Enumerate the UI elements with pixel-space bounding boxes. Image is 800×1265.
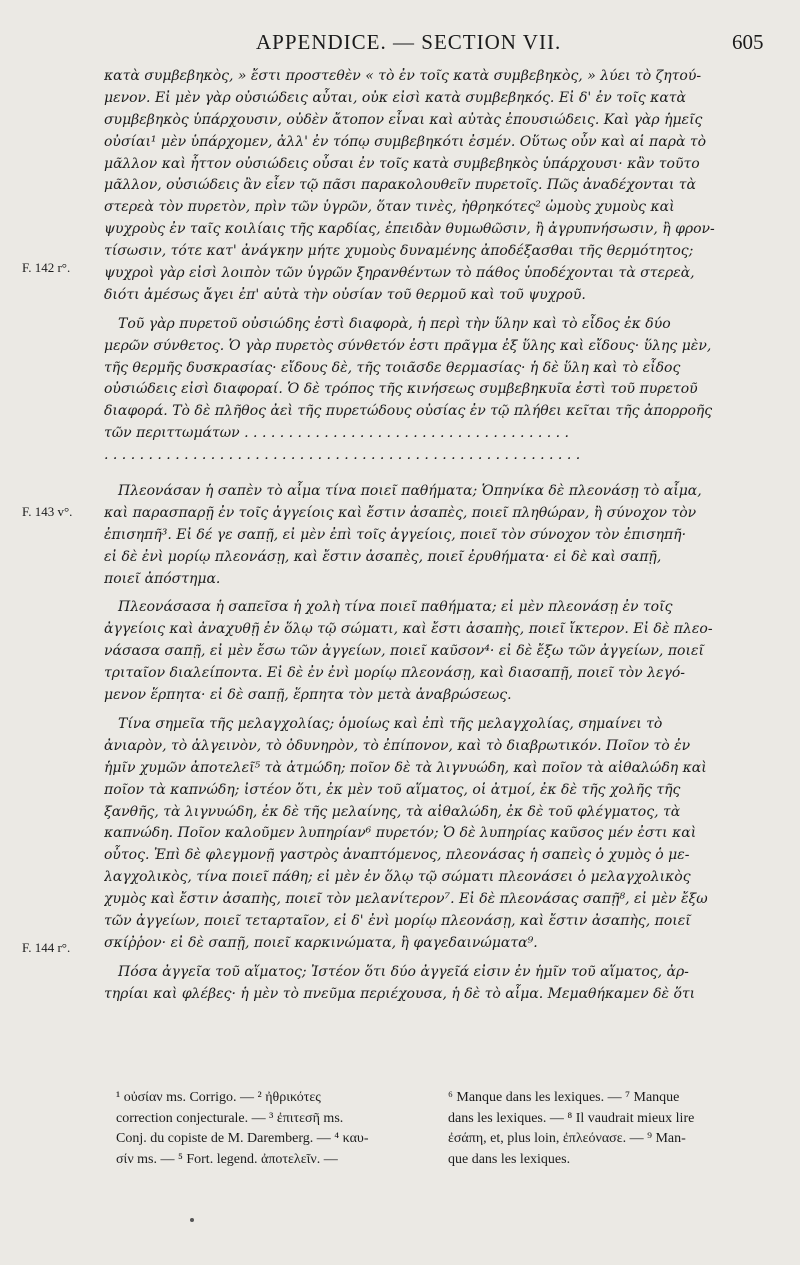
text-line: ἀγγείοις καὶ ἀναχυθῇ ἐν ὅλῳ τῷ σώματι, καὶ ἔστι ἀσαπὴς, ποιεῖ ἴκτερον. Εἰ δὲ πλεο- [104,621,713,638]
footnote-line: ⁶ Manque dans les lexiques. — ⁷ Manque [448,1090,680,1105]
text-line: ποιεῖ ἀπόστημα. [104,570,221,587]
text-line: εἰ δὲ ἐνὶ μορίῳ πλεονάσῃ, καὶ ἔστιν ἀσαπὲς, ποιεῖ ἐρυθήματα· εἰ δὲ καὶ σαπῇ, [104,548,662,565]
text-line: ψυχροὺς ἐν ταῖς κοιλίαις τῆς καρδίας, ἐπειδὰν θυμωθῶσιν, ἢ ἀγρυπνήσωσιν, ἢ φρον- [104,221,715,238]
text-line: χυμὸς καὶ ἔστιν ἀσαπὴς, ποιεῖ τὸν μελανίτερον⁷. Εἰ δὲ πλεονάσας σαπῇ⁸, εἰ μὲν ἔξω [104,891,708,908]
text-line: μενον ἕρπητα· εἰ δὲ σαπῇ, ἕρπητα τὸν μετὰ ἀναβρώσεως. [104,687,512,704]
text-line: οὐσιώδεις εἰσὶ διαφοραί. Ὁ δὲ τρόπος τῆς κινήσεως συμβεβηκυῖα ἐστὶ τοῦ πυρετοῦ [104,381,698,398]
footnote-line: dans les lexiques. — ⁸ Il vaudrait mieux lire [448,1110,695,1126]
text-line: Πλεονάσασα ἡ σαπεῖσα ἡ χολὴ τίνα ποιεῖ παθήματα; εἰ μὲν πλεονάσῃ ἐν τοῖς [118,599,673,616]
paragraph-6 [104,962,766,1006]
footnote-line: que dans les lexiques. [448,1151,571,1167]
text-line: σκίῤῥον· εἰ δὲ σαπῇ, ποιεῖ καρκινώματα, ἢ φαγεδαινώματα⁹. [104,934,538,951]
text-line: ξανθῆς, τὰ λιγνυώδη, ἐκ δὲ τῆς μελαίνης, τὰ αἰθαλώδη, ἐκ δὲ τοῦ φλέγματος, τὰ [104,803,681,820]
text-line: καὶ παρασπαρῇ ἐν τοῖς ἀγγείοις καὶ ἔστιν ἀσαπὲς, ποιεῖ πληθώραν, ἢ σύνοχον τὸν [104,504,697,521]
text-line: στερεὰ τὸν πυρετὸν, πρὶν τῶν ὑγρῶν, ὅταν τινὲς, ἠθρηκότες² ὠμοὺς χυμοὺς καὶ [104,199,675,216]
paragraph-1 [104,66,766,307]
body-text [104,66,766,1006]
text-line: ψυχροὶ γὰρ εἰσὶ λοιπὸν τῶν ὑγρῶν ξηρανθέντων τὸ πάθος ὑποδέχονται τὰ στερεὰ, [104,265,695,282]
text-line: τίσωσιν, τότε κατ' ἀνάγκην μήτε χυμοὺς δυναμένης ἀποδέξασθαι τῆς θερμότητος; [104,243,694,260]
footnote-line: Conj. du copiste de M. Daremberg. — ⁴ καυ- [116,1131,369,1146]
footnotes-right-column [448,1088,766,1170]
page-header [0,30,800,60]
footnote-line: ἐσάπη, et, plus loin, ἐπλεόνασε. — ⁹ Man- [448,1131,686,1146]
text-line: ποῖον τὰ καπνώδη; ἰστέον ὅτι, ἐκ μὲν τοῦ αἵματος, οἱ ἀτμοί, ἐκ δὲ τῆς χολῆς τῆς [104,781,681,798]
folio-note-144: F. 144 r°. [22,940,71,955]
text-line: λαγχολικὸς, τίνα ποιεῖ πάθη; εἰ μὲν ἐν ὅλῳ τῷ σώματι πλεονάσει ὁ μελαγχολικὸς [104,869,691,886]
text-line: Τίνα σημεῖα τῆς μελαγχολίας; ὁμοίως καὶ ἐπὶ τῆς μελαγχολίας, σημαίνει τὸ [118,715,663,732]
text-line: ἡμῖν χυμῶν ἀποτελεῖ⁵ τὰ ἀτμώδη; ποῖον δὲ τὰ λιγνυώδη, καὶ ποῖον τὰ αἰθαλώδη καὶ [104,759,707,776]
page-speck [190,1218,194,1222]
footnote-line: correction conjecturale. — ³ ἐπιτεσῆ ms. [116,1110,344,1126]
text-line: καπνώδη. Ποῖον καλοῦμεν λυπηρίαν⁶ πυρετόν; Ὁ δὲ λυπηρίας καῦσος μέν ἐστι καὶ [104,825,697,842]
text-line: μερῶν σύνθετος. Ὁ γὰρ πυρετὸς σύνθετόν ἐστι πρᾶγμα ἐξ ὕλης καὶ εἴδους· ὕλης μὲν, [104,337,712,354]
running-head: APPENDICE. — SECTION VII. [256,30,562,54]
text-line: τῶν περιττωμάτων . . . . . . . . . . . . . . . . . . . . . . . . . . . . . . . . . . . . . [104,425,570,442]
paragraph-4 [104,597,766,706]
text-line: οὐσίαι¹ μὲν ὑπάρχομεν, ἀλλ' ἐν τόπῳ συμβεβηκότι ἐσμέν. Οὕτως οὖν καὶ αἱ παρὰ τὸ [104,133,707,150]
text-line: τριταῖον διαλείποντα. Εἰ δὲ ἐν ἐνὶ μορίῳ πλεονάσῃ, καὶ διασαπῇ, ποιεῖ τὸν λεγό- [104,665,686,682]
footnotes-left-column [116,1088,434,1170]
text-line: κατὰ συμβεβηκὸς, » ἔστι προστεθὲν « τὸ ἐν τοῖς κατὰ συμβεβηκὸς, » λύει τὸ ζητού- [104,68,702,84]
text-line: μενον. Εἰ μὲν γὰρ οὐσιώδεις αὗται, οὐκ εἰσὶ κατὰ συμβεβηκός. Εἰ δ' ἐν τοῖς κατὰ [104,89,686,106]
text-line: μᾶλλον καὶ ἧττον οὐσιώδεις οὖσαι ἐν τοῖς κατὰ συμβεβηκὸς ὑπάρχουσι· κἂν τοῦτο [104,155,700,172]
footnotes [116,1088,766,1170]
footnote-line: ¹ οὐσίαν ms. Corrigo. — ² ἠθρικότες [116,1090,321,1105]
text-line: διαφορά. Τὸ δὲ πλῆθος ἀεὶ τῆς πυρετώδους οὐσίας ἐν τῷ πλήθει κεῖται τῆς ἀπορροῆς [104,403,713,420]
text-line: ἀνιαρὸν, τὸ ἀλγεινὸν, τὸ ὀδυνηρὸν, τὸ ἐπίπονον, καὶ τὸ διαβρωτικόν. Ποῖον τὸ ἐν [104,737,691,754]
text-line: ἐπισηπῆ³. Εἰ δέ γε σαπῇ, εἰ μὲν ἐπὶ τοῖς ἀγγείοις, ποιεῖ τὸν σύνοχον τὸν ἐπισηπῆ· [104,526,687,543]
folio-note-142: F. 142 r°. [22,260,71,275]
text-line: Πλεονάσαν ἡ σαπὲν τὸ αἷμα τίνα ποιεῖ παθήματα; Ὁπηνίκα δὲ πλεονάσῃ τὸ αἷμα, [118,483,702,500]
text-line: Πόσα ἀγγεῖα τοῦ αἵματος; Ἰστέον ὅτι δύο ἀγγεῖά εἰσιν ἐν ἡμῖν τοῦ αἵματος, ἀρ- [118,963,689,980]
folio-note-143: F. 143 v°. [22,504,73,519]
page-number: 605 [732,30,764,54]
text-line: . . . . . . . . . . . . . . . . . . . . . . . . . . . . . . . . . . . . . . . . . . . . . . . . . . . . . . [104,447,581,464]
text-line: οὗτος. Ἐπὶ δὲ φλεγμονῇ γαστρὸς ἀναπτόμενος, πλεονάσας ἡ σαπεὶς ὁ χυμὸς ὁ με- [104,847,690,864]
paragraph-5 [104,714,766,955]
text-line: τηρίαι καὶ φλέβες· ἡ μὲν τὸ πνεῦμα περιέχουσα, ἡ δὲ τὸ αἷμα. Μεμαθήκαμεν δὲ ὅτι [104,985,696,1002]
text-line: διότι ἀμέσως ἄγει ἐπ' αὐτὰ τὴν οὐσίαν τοῦ θερμοῦ καὶ τοῦ ψυχροῦ. [104,286,586,303]
text-line: τῆς θερμῆς δυσκρασίας· εἴδους δὲ, τῆς τοιᾶσδε θερμασίας· ἡ δὲ ὕλη καὶ τὸ εἶδος [104,359,681,376]
paragraph-3 [104,481,766,590]
text-line: συμβεβηκὸς ὑπάρχουσιν, οὐδὲν ἄτοπον εἶναι καὶ αὐτὰς ἐπουσιώδεις. Καὶ γὰρ ἡμεῖς [104,111,703,128]
text-line: τῶν ἀγγείων, ποιεῖ τεταρταῖον, εἰ δ' ἐνὶ μορίῳ πλεονάσῃ, καὶ ἔστιν ἀσαπὴς, ποιεῖ [104,912,691,929]
text-line: μᾶλλον, οὐσιώδεις ἂν εἶεν τῷ πᾶσι παρακολουθεῖν πυρετοῖς. Πῶς ἀναδέχονται τὰ [104,177,696,194]
text-line: Τοῦ γὰρ πυρετοῦ οὐσιώδης ἐστὶ διαφορὰ, ἡ περὶ τὴν ὕλην καὶ τὸ εἶδος ἐκ δύο [118,315,671,332]
text-line: νάσασα σαπῇ, εἰ μὲν ἔσω τῶν ἀγγείων, ποιεῖ καῦσον⁴· εἰ δὲ ἔξω τῶν ἀγγείων, ποιεῖ [104,643,704,660]
footnote-line: σίν ms. — ⁵ Fort. legend. ἀποτελεῖν. — [116,1151,338,1167]
paragraph-2 [104,314,766,467]
